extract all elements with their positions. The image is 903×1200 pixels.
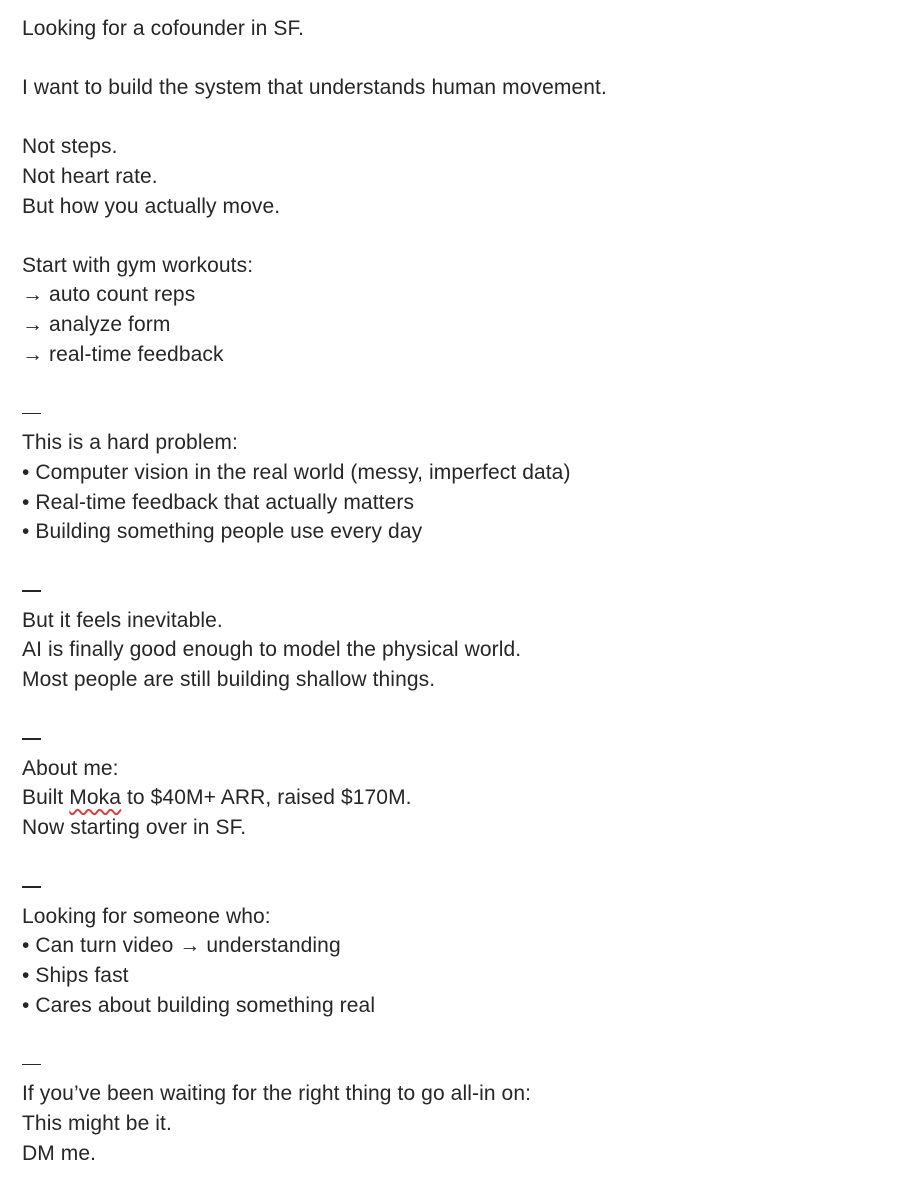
company-name-misspelled[interactable]: Moka bbox=[69, 786, 122, 810]
blank-line bbox=[22, 547, 882, 577]
built-prefix: Built bbox=[22, 786, 70, 810]
blank-line bbox=[22, 843, 882, 873]
blank-line bbox=[22, 369, 882, 399]
blank-line bbox=[22, 695, 882, 725]
em-dash-separator bbox=[22, 413, 41, 415]
hard-problem-item: • Building something people use every day bbox=[22, 520, 423, 544]
might-be-it-line: This might be it. bbox=[22, 1111, 172, 1135]
not-steps-line: Not steps. bbox=[22, 135, 118, 159]
em-dash-separator bbox=[22, 738, 41, 740]
about-heading: About me: bbox=[22, 756, 119, 780]
section-divider bbox=[22, 576, 882, 606]
looking-heading: Looking for someone who: bbox=[22, 904, 271, 928]
blank-line bbox=[22, 103, 882, 133]
hard-problem-item: • Computer vision in the real world (messy, imperfect data) bbox=[22, 460, 571, 484]
section-divider bbox=[22, 1050, 882, 1080]
hard-problem-item: • Real-time feedback that actually matters bbox=[22, 490, 415, 514]
hard-problem-heading: This is a hard problem: bbox=[22, 431, 238, 455]
shallow-things-line: Most people are still building shallow things. bbox=[22, 668, 436, 692]
em-dash-separator bbox=[22, 1064, 41, 1066]
em-dash-separator bbox=[22, 590, 41, 592]
starting-over-line: Now starting over in SF. bbox=[22, 816, 247, 840]
start-list-item: → analyze form bbox=[22, 312, 171, 336]
start-list-item: → real-time feedback bbox=[22, 342, 224, 366]
built-suffix: to $40M+ ARR, raised $170M. bbox=[121, 786, 412, 810]
blank-line bbox=[22, 44, 882, 74]
blank-line bbox=[22, 221, 882, 251]
start-list-item: → auto count reps bbox=[22, 283, 196, 307]
inevitable-line: But it feels inevitable. bbox=[22, 608, 223, 632]
looking-item: • Cares about building something real bbox=[22, 993, 376, 1017]
how-you-move-line: But how you actually move. bbox=[22, 194, 281, 218]
blank-line bbox=[22, 1020, 882, 1050]
built-moka-line bbox=[22, 783, 882, 813]
ai-good-enough-line: AI is finally good enough to model the physical world. bbox=[22, 638, 522, 662]
section-divider bbox=[22, 724, 882, 754]
start-heading: Start with gym workouts: bbox=[22, 253, 254, 277]
looking-item: • Ships fast bbox=[22, 964, 129, 987]
dm-me-line: DM me. bbox=[22, 1141, 97, 1165]
mission-line: I want to build the system that understands human movement. bbox=[22, 76, 607, 100]
intro-line: Looking for a cofounder in SF. bbox=[22, 17, 305, 40]
section-divider bbox=[22, 399, 882, 429]
section-divider bbox=[22, 872, 882, 902]
closing-line: If you’ve been waiting for the right thing to go all-in on: bbox=[22, 1082, 532, 1106]
em-dash-separator bbox=[22, 886, 41, 888]
looking-item: • Can turn video → understanding bbox=[22, 934, 341, 958]
note-body bbox=[22, 14, 882, 1168]
not-heart-rate-line: Not heart rate. bbox=[22, 164, 158, 188]
